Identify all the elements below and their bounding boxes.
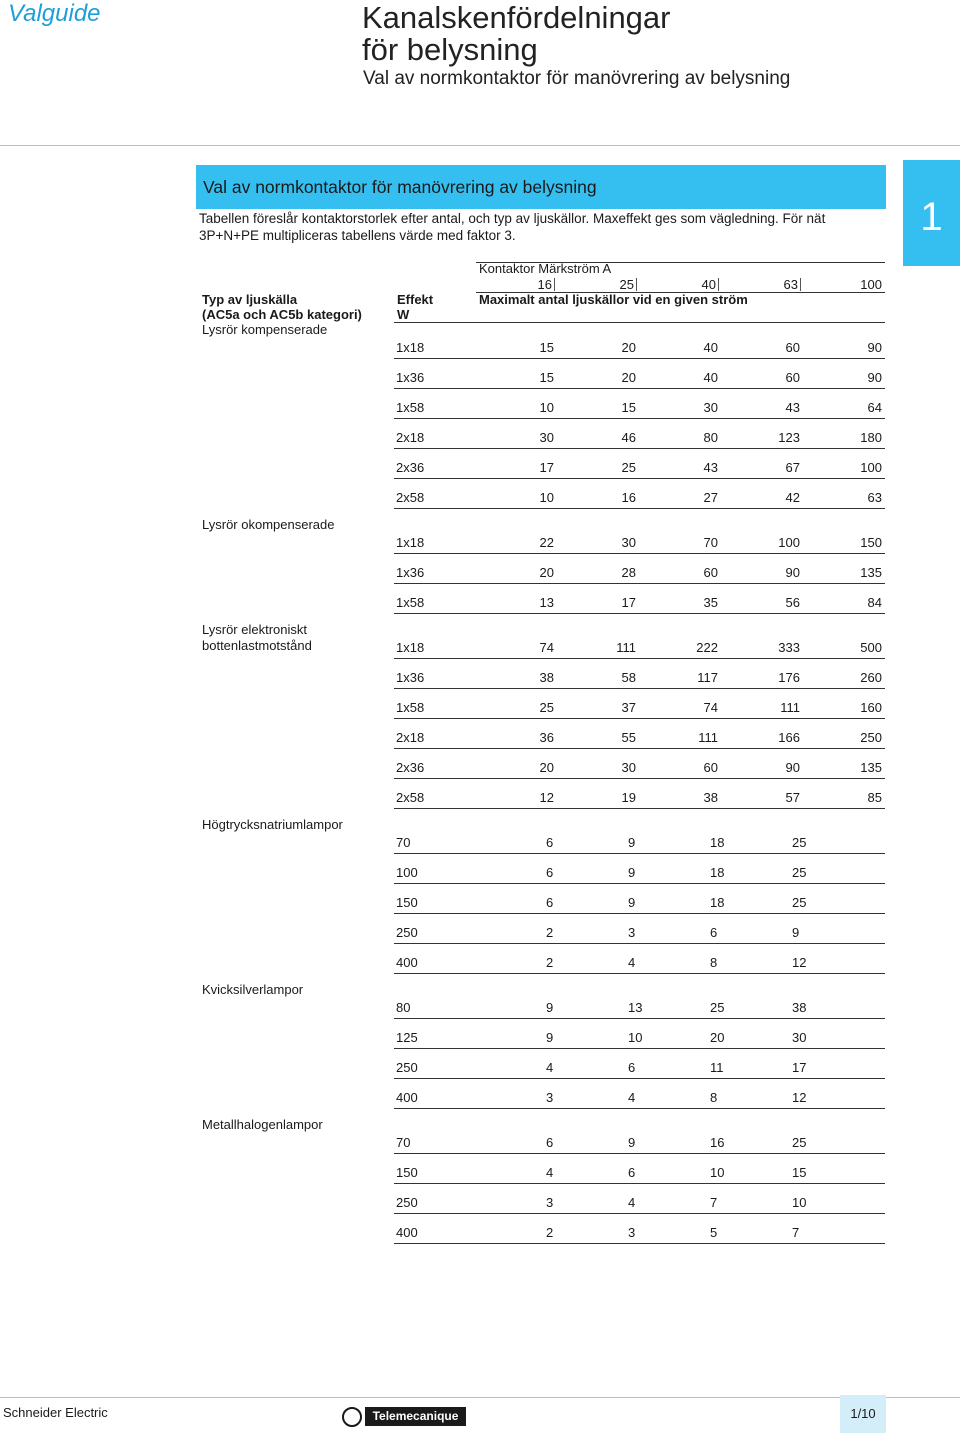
value-cell: 6 <box>546 865 554 880</box>
value-cell-16a: 15 <box>539 340 554 355</box>
value-cell-40a: 222 <box>696 640 718 655</box>
value-cell-25a: 25 <box>621 460 636 475</box>
value-cell: 8 <box>710 955 718 970</box>
value-cell-25a: 19 <box>621 790 636 805</box>
effect-cell: 1x18 <box>396 640 425 655</box>
value-cell: 6 <box>546 1135 554 1150</box>
value-cell: 2 <box>546 925 554 940</box>
value-cell-25a: 58 <box>621 670 636 685</box>
effect-cell: 1x36 <box>396 565 425 580</box>
value-cell: 6 <box>710 925 718 940</box>
effect-cell: 125 <box>396 1030 418 1045</box>
max-count-header: Maximalt antal ljuskällor vid en given ström <box>479 292 748 307</box>
value-cell-63a: 43 <box>785 400 800 415</box>
value-cell: 3 <box>628 925 636 940</box>
table-row <box>394 1057 885 1079</box>
value-cell: 10 <box>792 1195 807 1210</box>
table-row <box>394 952 885 974</box>
effect-cell: 70 <box>396 835 411 850</box>
effect-cell: 70 <box>396 1135 411 1150</box>
value-cell: 4 <box>628 1090 636 1105</box>
value-cell: 15 <box>792 1165 807 1180</box>
value-cell: 4 <box>628 955 636 970</box>
value-cell-40a: 43 <box>703 460 718 475</box>
value-cell-25a: 111 <box>616 640 636 655</box>
value-cell: 12 <box>792 955 807 970</box>
effect-cell: 250 <box>396 1195 418 1210</box>
effect-cell: 2x36 <box>396 460 425 475</box>
value-cell: 9 <box>628 895 636 910</box>
value-cell-16a: 30 <box>539 430 554 445</box>
table-row <box>394 1087 885 1109</box>
value-cell-16a: 10 <box>539 490 554 505</box>
chapter-tab-number: 1 <box>920 195 943 239</box>
value-cell: 9 <box>628 1135 636 1150</box>
amp-label-25: 25 <box>619 277 634 292</box>
value-cell-25a: 16 <box>621 490 636 505</box>
table-row <box>394 592 885 614</box>
value-cell: 25 <box>792 835 807 850</box>
effect-cell: 80 <box>396 1000 411 1015</box>
effect-cell: 1x58 <box>396 595 425 610</box>
table-row <box>394 1132 885 1154</box>
value-cell-25a: 55 <box>621 730 636 745</box>
value-cell: 4 <box>628 1195 636 1210</box>
value-cell: 10 <box>628 1030 643 1045</box>
value-cell: 10 <box>710 1165 725 1180</box>
value-cell-63a: 100 <box>778 535 800 550</box>
table-row <box>394 757 885 779</box>
value-cell: 30 <box>792 1030 807 1045</box>
table-row <box>394 487 885 509</box>
value-cell: 4 <box>546 1060 554 1075</box>
header-divider <box>0 145 960 146</box>
telemecanique-logo-icon <box>342 1407 362 1427</box>
table-row <box>394 1222 885 1244</box>
value-cell-63a: 60 <box>785 370 800 385</box>
value-cell: 25 <box>710 1000 725 1015</box>
value-cell-100a: 500 <box>860 640 882 655</box>
value-cell-16a: 15 <box>539 370 554 385</box>
amp-label-63: 63 <box>783 277 798 292</box>
value-cell-100a: 90 <box>867 340 882 355</box>
value-cell-16a: 38 <box>539 670 554 685</box>
footer-divider <box>0 1397 960 1398</box>
page-title-line2: för belysning <box>362 32 538 67</box>
value-cell-40a: 117 <box>697 670 718 685</box>
value-cell-100a: 85 <box>867 790 882 805</box>
value-cell: 25 <box>792 865 807 880</box>
value-cell: 25 <box>792 895 807 910</box>
value-cell-63a: 166 <box>778 730 800 745</box>
value-cell: 2 <box>546 955 554 970</box>
value-cell-16a: 36 <box>539 730 554 745</box>
value-cell-25a: 20 <box>621 340 636 355</box>
value-cell: 6 <box>546 835 554 850</box>
value-cell-63a: 111 <box>780 700 800 715</box>
value-cell: 3 <box>546 1195 554 1210</box>
table-row <box>394 922 885 944</box>
category-label-line1: Lysrör elektroniskt <box>202 622 307 637</box>
telemecanique-logo: Telemecanique <box>365 1407 466 1426</box>
table-row <box>394 697 885 719</box>
value-cell-40a: 70 <box>703 535 718 550</box>
effect-cell: 400 <box>396 1225 418 1240</box>
value-cell-100a: 135 <box>860 760 882 775</box>
value-cell-25a: 20 <box>621 370 636 385</box>
table-row <box>394 997 885 1019</box>
value-cell-100a: 63 <box>867 490 882 505</box>
effect-cell: 1x18 <box>396 535 425 550</box>
value-cell: 2 <box>546 1225 554 1240</box>
intro-paragraph: Tabellen föreslår kontaktorstorlek efter antal, och typ av ljuskällor. Maxeffekt ges som vägledning. För nät 3P+N+PE multipliceras tabellens värde med faktor 3. <box>199 211 826 243</box>
value-cell: 6 <box>546 895 554 910</box>
amp-label-16: 16 <box>537 277 552 292</box>
category-label: Lysrör okompenserade <box>202 517 335 532</box>
page-title <box>362 2 671 66</box>
table-row <box>394 1192 885 1214</box>
value-cell-40a: 27 <box>703 490 718 505</box>
section-title: Val av normkontaktor för manövrering av belysning <box>203 177 597 197</box>
effect-cell: 400 <box>396 955 418 970</box>
value-cell-25a: 46 <box>621 430 636 445</box>
value-cell: 9 <box>628 865 636 880</box>
contactor-header: Kontaktor Märkström A <box>479 261 612 276</box>
value-cell: 3 <box>628 1225 636 1240</box>
table-row <box>394 832 885 854</box>
value-cell: 6 <box>628 1165 636 1180</box>
effect-unit: W <box>397 307 410 322</box>
effect-cell: 250 <box>396 925 418 940</box>
table-row <box>394 787 885 809</box>
page-subtitle: Val av normkontaktor för manövrering av belysning <box>363 68 791 89</box>
value-cell-100a: 160 <box>860 700 882 715</box>
category-label: Kvicksilverlampor <box>202 982 304 997</box>
effect-cell: 400 <box>396 1090 418 1105</box>
value-cell-40a: 60 <box>703 760 718 775</box>
value-cell: 9 <box>628 835 636 850</box>
value-cell-25a: 17 <box>621 595 636 610</box>
value-cell: 18 <box>710 865 725 880</box>
category-label-line2: bottenlastmotstånd <box>202 637 312 653</box>
effect-cell: 1x36 <box>396 670 425 685</box>
value-cell: 25 <box>792 1135 807 1150</box>
amp-label-100: 100 <box>860 277 882 292</box>
amp-divider <box>718 278 719 291</box>
table-row <box>394 397 885 419</box>
value-cell-16a: 13 <box>539 595 554 610</box>
value-cell-25a: 28 <box>621 565 636 580</box>
value-cell: 3 <box>546 1090 554 1105</box>
amp-divider <box>554 278 555 291</box>
value-cell-16a: 20 <box>539 760 554 775</box>
value-cell-40a: 35 <box>703 595 718 610</box>
amp-divider <box>636 278 637 291</box>
value-cell-63a: 333 <box>778 640 800 655</box>
value-cell-25a: 15 <box>621 400 636 415</box>
value-cell-63a: 123 <box>778 430 800 445</box>
value-cell-25a: 30 <box>621 760 636 775</box>
value-cell-16a: 17 <box>539 460 554 475</box>
table-row <box>394 862 885 884</box>
table-row <box>394 892 885 914</box>
value-cell: 17 <box>792 1060 807 1075</box>
value-cell-63a: 67 <box>785 460 800 475</box>
value-cell-63a: 60 <box>785 340 800 355</box>
guide-label: Valguide <box>8 0 101 27</box>
value-cell: 13 <box>628 1000 643 1015</box>
value-cell-100a: 250 <box>860 730 882 745</box>
value-cell-40a: 80 <box>703 430 718 445</box>
table-row <box>394 667 885 689</box>
effect-cell: 150 <box>396 895 418 910</box>
effect-cell: 2x18 <box>396 430 425 445</box>
table-row <box>394 427 885 449</box>
value-cell-63a: 56 <box>785 595 800 610</box>
value-cell: 5 <box>710 1225 718 1240</box>
value-cell: 12 <box>792 1090 807 1105</box>
page-number: 1/10 <box>850 1406 876 1421</box>
value-cell: 18 <box>710 895 725 910</box>
footer-company: Schneider Electric <box>3 1405 108 1420</box>
effect-cell: 2x58 <box>396 790 425 805</box>
amp-divider <box>800 278 801 291</box>
value-cell: 7 <box>792 1225 800 1240</box>
category-label: Metallhalogenlampor <box>202 1117 323 1132</box>
effect-cell: 150 <box>396 1165 418 1180</box>
value-cell-100a: 180 <box>860 430 882 445</box>
value-cell-40a: 40 <box>703 370 718 385</box>
value-cell-63a: 42 <box>785 490 800 505</box>
value-cell-100a: 84 <box>867 595 882 610</box>
value-cell: 9 <box>792 925 800 940</box>
category-label: Lysrör kompenserade <box>202 322 328 337</box>
value-cell-16a: 12 <box>539 790 554 805</box>
value-cell: 9 <box>546 1000 554 1015</box>
page-title-line1: Kanalskenfördelningar <box>362 0 671 35</box>
value-cell-100a: 150 <box>860 535 882 550</box>
value-cell-40a: 74 <box>703 700 718 715</box>
value-cell-40a: 30 <box>703 400 718 415</box>
value-cell-40a: 38 <box>703 790 718 805</box>
value-cell-100a: 135 <box>860 565 882 580</box>
value-cell: 8 <box>710 1090 718 1105</box>
value-cell-100a: 260 <box>860 670 882 685</box>
table-row <box>394 532 885 554</box>
value-cell-63a: 90 <box>785 760 800 775</box>
value-cell-63a: 90 <box>785 565 800 580</box>
value-cell: 4 <box>546 1165 554 1180</box>
category-label <box>202 622 312 653</box>
value-cell: 16 <box>710 1135 725 1150</box>
value-cell-16a: 74 <box>539 640 554 655</box>
value-cell: 11 <box>710 1060 724 1075</box>
value-cell-100a: 64 <box>867 400 882 415</box>
type-header-line2: (AC5a och AC5b kategori) <box>202 307 362 322</box>
table-row <box>394 562 885 584</box>
effect-cell: 250 <box>396 1060 418 1075</box>
value-cell-40a: 111 <box>698 730 718 745</box>
table-row <box>394 367 885 389</box>
effect-cell: 1x58 <box>396 700 425 715</box>
table-row <box>394 637 885 659</box>
amp-label-40: 40 <box>701 277 716 292</box>
effect-cell: 1x36 <box>396 370 425 385</box>
value-cell: 20 <box>710 1030 725 1045</box>
value-cell-16a: 10 <box>539 400 554 415</box>
value-cell-25a: 30 <box>621 535 636 550</box>
table-row <box>394 1027 885 1049</box>
value-cell: 9 <box>546 1030 554 1045</box>
effect-cell: 100 <box>396 865 418 880</box>
value-cell: 38 <box>792 1000 807 1015</box>
value-cell-16a: 22 <box>539 535 554 550</box>
value-cell-40a: 60 <box>703 565 718 580</box>
value-cell-100a: 90 <box>867 370 882 385</box>
value-cell-63a: 176 <box>778 670 800 685</box>
value-cell: 6 <box>628 1060 636 1075</box>
value-cell-16a: 20 <box>539 565 554 580</box>
value-cell-100a: 100 <box>860 460 882 475</box>
table-row <box>394 457 885 479</box>
table-row <box>394 727 885 749</box>
effect-cell: 1x18 <box>396 340 425 355</box>
value-cell-63a: 57 <box>785 790 800 805</box>
category-label: Högtrycksnatriumlampor <box>202 817 343 832</box>
value-cell: 7 <box>710 1195 718 1210</box>
value-cell-16a: 25 <box>539 700 554 715</box>
header-bottom-rule <box>394 322 885 323</box>
effect-cell: 2x18 <box>396 730 425 745</box>
effect-cell: 2x58 <box>396 490 425 505</box>
effect-cell: 1x58 <box>396 400 425 415</box>
value-cell-40a: 40 <box>703 340 718 355</box>
value-cell-25a: 37 <box>621 700 636 715</box>
table-row <box>394 337 885 359</box>
value-cell: 18 <box>710 835 725 850</box>
table-row <box>394 1162 885 1184</box>
type-header-line1: Typ av ljuskälla <box>202 292 298 307</box>
effect-header: Effekt <box>397 292 434 307</box>
effect-cell: 2x36 <box>396 760 425 775</box>
